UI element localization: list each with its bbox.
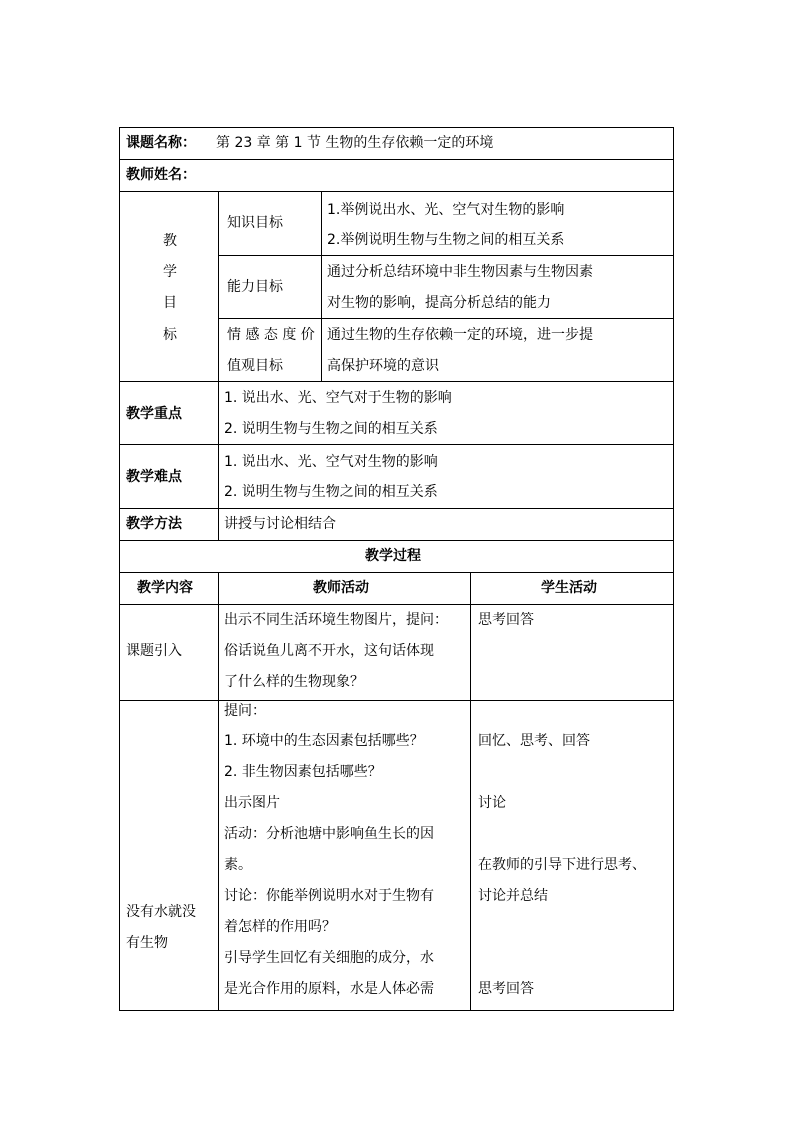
table-cell-teacher: 出示图片 — [224, 795, 280, 811]
table-cell-student: 讨论并总结 — [478, 888, 548, 904]
table-cell-teacher: 2. 非生物因素包括哪些？ — [224, 764, 382, 780]
table-border-bottom — [119, 1010, 674, 1011]
table-cell-teacher: 了什么样的生物现象？ — [224, 674, 364, 690]
emotion-objective-line: 通过生物的生存依赖一定的环境，进一步提 — [327, 327, 593, 343]
column-divider — [470, 572, 471, 1011]
row-divider — [119, 159, 674, 160]
table-cell-teacher: 出示不同生活环境生物图片，提问： — [224, 612, 448, 628]
knowledge-objective-line: 2.举例说明生物与生物之间的相互关系 — [327, 232, 565, 248]
process-title: 教学过程 — [365, 548, 421, 564]
table-cell-teacher: 讨论：你能举例说明水对于生物有 — [224, 888, 434, 904]
course-label: 课题名称： — [126, 135, 196, 151]
table-cell-student: 讨论 — [478, 795, 506, 811]
table-cell-teacher: 引导学生回忆有关细胞的成分，水 — [224, 950, 434, 966]
ability-objective-line: 对生物的影响，提高分析总结的能力 — [327, 295, 551, 311]
key-points-line: 1. 说出水、光、空气对于生物的影响 — [224, 390, 452, 406]
table-cell-teacher: 是光合作用的原料，水是人体必需 — [224, 981, 434, 997]
knowledge-objective-line: 1.举例说出水、光、空气对生物的影响 — [327, 202, 565, 218]
row-divider — [119, 540, 674, 541]
row-divider — [119, 191, 674, 192]
objectives-label-char: 学 — [163, 264, 177, 280]
table-cell-student: 思考回答 — [478, 981, 534, 997]
table-cell-content: 课题引入 — [126, 643, 182, 659]
table-cell-teacher: 着怎样的作用吗？ — [224, 919, 336, 935]
table-cell-content: 没有水就没 — [126, 904, 196, 920]
method-label: 教学方法 — [126, 516, 182, 532]
objectives-label-char: 教 — [163, 233, 177, 249]
table-border-right — [673, 127, 674, 1011]
key-points-line: 2. 说明生物与生物之间的相互关系 — [224, 421, 438, 437]
difficulties-line: 2. 说明生物与生物之间的相互关系 — [224, 484, 438, 500]
emotion-objective-line: 高保护环境的意识 — [327, 358, 439, 374]
row-divider — [119, 700, 674, 701]
difficulties-line: 1. 说出水、光、空气对生物的影响 — [224, 454, 438, 470]
column-header: 教师活动 — [313, 580, 369, 596]
column-header: 学生活动 — [541, 580, 597, 596]
table-cell-teacher: 1. 环境中的生态因素包括哪些？ — [224, 733, 424, 749]
table-cell-teacher: 素。 — [224, 857, 252, 873]
course-value: 第 23 章 第 1 节 生物的生存依赖一定的环境 — [216, 135, 494, 151]
table-cell-content: 有生物 — [126, 935, 168, 951]
teacher-label: 教师姓名： — [126, 167, 196, 183]
table-border-top — [119, 127, 674, 128]
column-divider — [218, 572, 219, 1011]
table-border-left — [119, 127, 120, 1011]
table-cell-student: 思考回答 — [478, 612, 534, 628]
table-cell-teacher: 活动：分析池塘中影响鱼生长的因 — [224, 826, 434, 842]
key-points-label: 教学重点 — [126, 406, 182, 422]
row-divider — [119, 604, 674, 605]
table-cell-teacher: 俗话说鱼儿离不开水，这句话体现 — [224, 643, 434, 659]
row-divider — [119, 508, 674, 509]
emotion-objective-label: 情 感 态 度 价 — [227, 327, 315, 343]
table-cell-teacher: 提问： — [224, 703, 266, 719]
row-divider — [218, 318, 674, 319]
row-divider — [119, 381, 674, 382]
column-divider — [321, 191, 322, 381]
column-header: 教学内容 — [137, 580, 193, 596]
emotion-objective-label: 值观目标 — [227, 358, 283, 374]
column-divider — [218, 191, 219, 540]
objectives-label-char: 目 — [163, 295, 177, 311]
row-divider — [119, 444, 674, 445]
row-divider — [119, 572, 674, 573]
table-cell-student: 在教师的引导下进行思考、 — [478, 857, 646, 873]
knowledge-objective-label: 知识目标 — [227, 215, 283, 231]
objectives-label-char: 标 — [163, 327, 177, 343]
method-value: 讲授与讨论相结合 — [224, 516, 336, 532]
ability-objective-label: 能力目标 — [227, 279, 283, 295]
ability-objective-line: 通过分析总结环境中非生物因素与生物因素 — [327, 264, 593, 280]
row-divider — [218, 255, 674, 256]
table-cell-student: 回忆、思考、回答 — [478, 733, 590, 749]
difficulties-label: 教学难点 — [126, 469, 182, 485]
